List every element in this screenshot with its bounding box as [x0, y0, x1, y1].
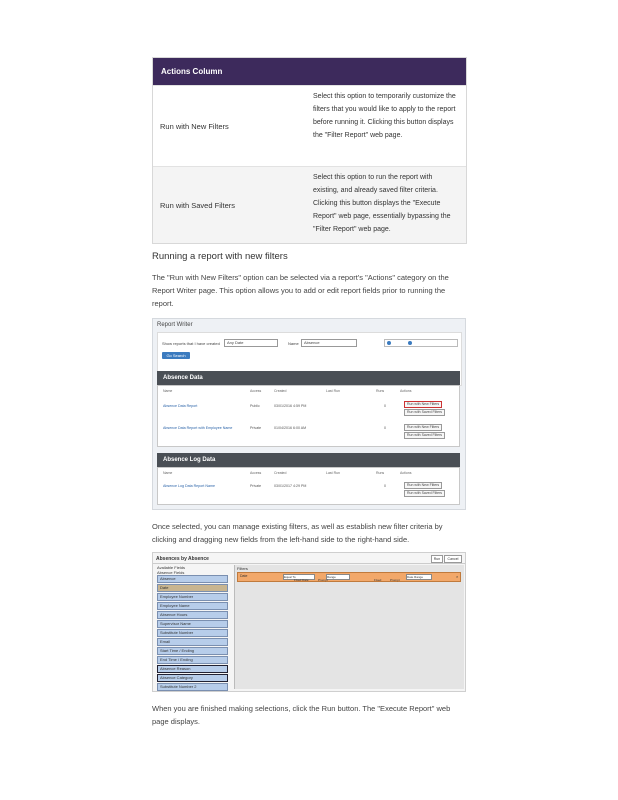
field-item[interactable]: Substitute Number: [157, 629, 228, 637]
radio-option[interactable]: Prompt: [318, 578, 328, 582]
action-name: Run with Saved Filters: [160, 200, 236, 210]
column-header: Name: [163, 471, 173, 475]
field-item[interactable]: Absence Reason: [157, 665, 228, 673]
report-link[interactable]: Absence Data Report: [163, 404, 198, 408]
column-header: Runs: [376, 471, 385, 475]
close-icon[interactable]: ×: [456, 574, 459, 579]
date-range-select[interactable]: Date Range: [406, 574, 432, 580]
column-header: Actions: [400, 471, 412, 475]
report-writer-title: Report Writer: [157, 322, 193, 328]
report-link[interactable]: Absence Log Data Report Name: [163, 484, 215, 488]
filters-pane[interactable]: [234, 565, 464, 689]
filter-field-label: Date: [240, 574, 248, 578]
table-row: [153, 85, 466, 166]
run-saved-filters-button[interactable]: Run with Saved Filters: [404, 432, 445, 439]
field-item[interactable]: Employee Number: [157, 593, 228, 601]
runs-cell: 0: [384, 484, 386, 488]
absence-fields-label: Absence Fields: [157, 570, 185, 575]
run-button[interactable]: Run: [431, 555, 443, 563]
action-description: Select this option to temporarily customize the filters that you would like to apply to the report before running it. Clicking this button displays the "Filter Report" web page.: [313, 93, 456, 139]
name-input[interactable]: Absence: [301, 339, 357, 347]
report-link[interactable]: Absence Data Report with Employee Name: [163, 426, 233, 430]
column-header: Created: [274, 471, 287, 475]
field-item[interactable]: End Time / Ending: [157, 656, 228, 664]
group-header: Absence Data: [157, 371, 460, 385]
available-fields-label: Available Fields: [157, 565, 185, 570]
created-cell: 03/01/2016 4:59 PM: [274, 404, 307, 408]
divider: [153, 563, 465, 564]
show-label: Show reports that I have created: [162, 341, 220, 346]
group-table: [157, 385, 460, 447]
runs-cell: 0: [384, 404, 386, 408]
access-cell: Private: [250, 426, 262, 430]
run-saved-filters-button[interactable]: Run with Saved Filters: [404, 490, 445, 497]
after-screenshot2-paragraph: When you are finished making selections, click the Run button. The "Execute Report" web page displays.: [152, 704, 451, 726]
group-table: [157, 467, 460, 505]
radio-option[interactable]: Fixed Date: [294, 578, 309, 582]
field-item[interactable]: Absence: [157, 575, 228, 583]
show-select[interactable]: Any Date: [224, 339, 278, 347]
table-row: [153, 166, 466, 243]
field-item[interactable]: Absence Category: [157, 674, 228, 682]
radio-option[interactable]: Fixed: [374, 578, 382, 582]
column-header: Last Run: [326, 471, 341, 475]
run-new-filters-button[interactable]: Run with New Filters: [404, 482, 442, 489]
filters-label: Filters: [237, 566, 248, 571]
column-header: Runs: [376, 389, 385, 393]
group-header: Absence Log Data: [157, 453, 460, 467]
filter-report-screenshot: [152, 552, 466, 692]
range-select[interactable]: Range: [326, 574, 350, 580]
intro-paragraph: The "Run with New Filters" option can be selected via a report's "Actions" category on the Report Writer page. This option allows you to add or edit report fields prior to running the report.: [152, 273, 449, 308]
name-label: Name: [288, 341, 299, 346]
column-header: Last Run: [326, 389, 341, 393]
run-new-filters-button[interactable]: Run with New Filters: [404, 424, 442, 431]
cancel-button[interactable]: Cancel: [444, 555, 462, 563]
column-header: Actions: [400, 389, 412, 393]
created-cell: 01/04/2016 6:00 AM: [274, 426, 307, 430]
created-cell: 03/01/2017 4:29 PM: [274, 484, 307, 488]
field-item[interactable]: Start Time / Ending: [157, 647, 228, 655]
report-writer-screenshot: [152, 318, 466, 510]
runs-cell: 0: [384, 426, 386, 430]
operator-select[interactable]: Equal To: [283, 574, 315, 580]
column-header: Name: [163, 389, 173, 393]
actions-table-header: Actions Column: [153, 58, 466, 85]
field-item[interactable]: Email: [157, 638, 228, 646]
radio-icon: [387, 341, 391, 345]
field-item[interactable]: Supervisor Name: [157, 620, 228, 628]
actions-table: [152, 57, 467, 244]
action-name: Run with New Filters: [160, 121, 229, 131]
field-item[interactable]: Employee Name: [157, 602, 228, 610]
field-item[interactable]: Substitute Number 2: [157, 683, 228, 691]
field-item[interactable]: Absence Hours: [157, 611, 228, 619]
column-header: Created: [274, 389, 287, 393]
access-cell: Public: [250, 404, 260, 408]
field-item[interactable]: Date: [157, 584, 228, 592]
section-heading: Running a report with new filters: [152, 251, 288, 262]
after-screenshot1-paragraph: Once selected, you can manage existing filters, as well as establish new filter criteria by clicking and dragging new fields from the left-hand side to the right-hand side.: [152, 522, 443, 544]
radio-icon: [408, 341, 412, 345]
filter-report-title: Absences by Absence: [156, 556, 209, 562]
go-search-button[interactable]: Go Search: [162, 352, 190, 359]
run-new-filters-button[interactable]: Run with New Filters: [404, 401, 442, 408]
column-header: Access: [250, 471, 262, 475]
action-description: Select this option to run the report with existing, and already saved filter criteria. Clicking this button displays the "Execute Report" web page, essentially bypassing the "Filter Report" web page.: [313, 174, 451, 233]
view-toggle[interactable]: [384, 339, 458, 347]
run-saved-filters-button[interactable]: Run with Saved Filters: [404, 409, 445, 416]
filter-row[interactable]: [237, 572, 461, 582]
access-cell: Private: [250, 484, 262, 488]
column-header: Access: [250, 389, 262, 393]
radio-option[interactable]: Prompt: [390, 578, 400, 582]
